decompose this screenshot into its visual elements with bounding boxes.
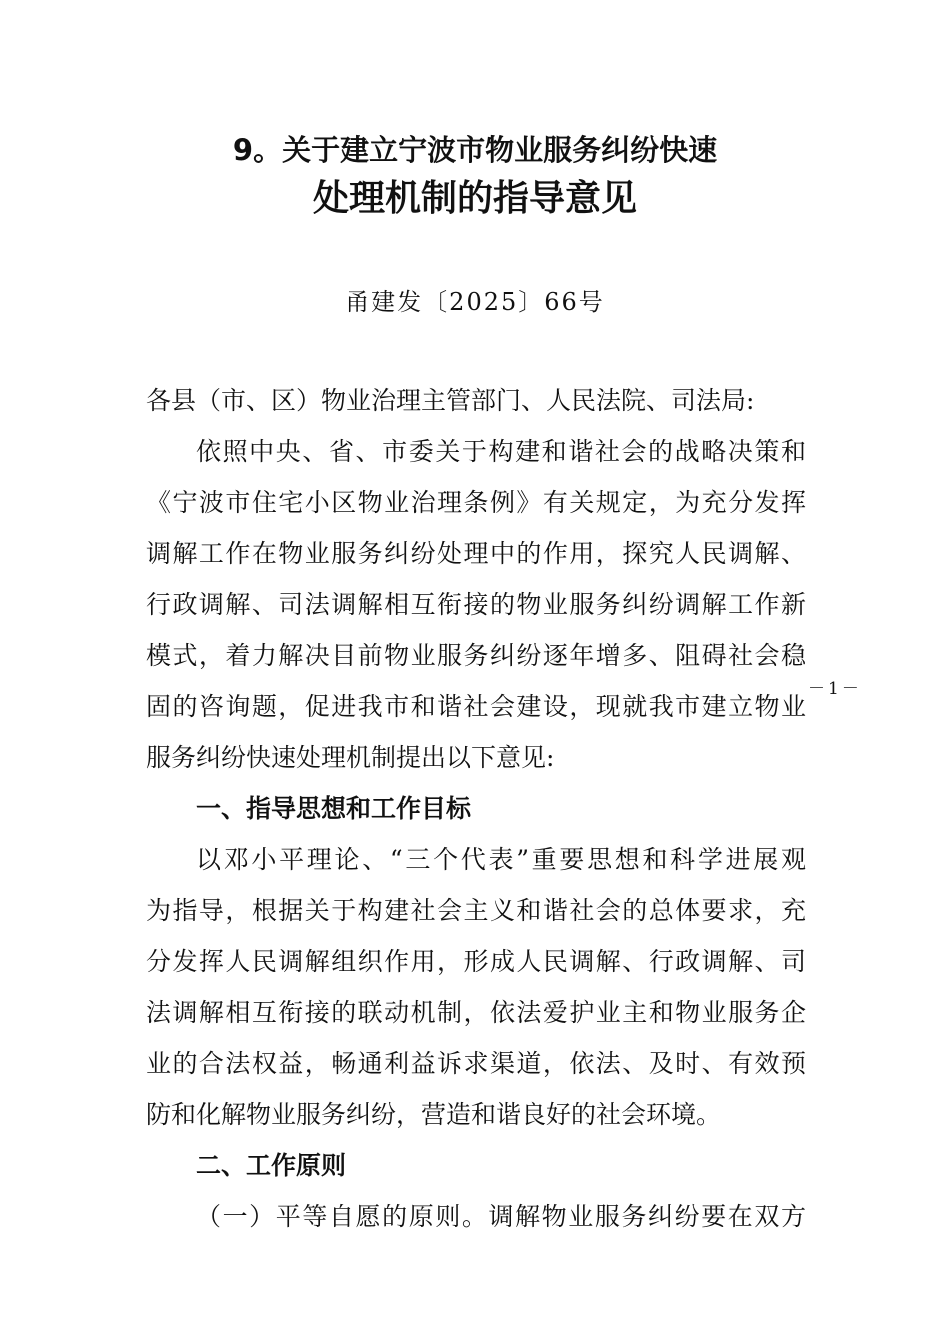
salutation-line: 各县（市、区）物业治理主管部门、人民法院、司法局: bbox=[146, 386, 755, 415]
body-line: 行政调解、司法调解相互衔接的物业服务纠纷调解工作新 bbox=[146, 590, 806, 619]
document-number: 甬建发〔2025〕66号 bbox=[345, 288, 605, 316]
body-line: 法调解相互衔接的联动机制，依法爱护业主和物业服务企 bbox=[146, 998, 806, 1027]
body-line: 服务纠纷快速处理机制提出以下意见: bbox=[146, 743, 555, 772]
document-body bbox=[146, 382, 806, 1249]
body-line: 为指导，根据关于构建社会主义和谐社会的总体要求，充 bbox=[146, 896, 806, 925]
body-line: 分发挥人民调解组织作用，形成人民调解、行政调解、司 bbox=[146, 947, 806, 976]
body-line: （一）平等自愿的原则。调解物业服务纠纷要在双方 bbox=[196, 1202, 806, 1231]
body-line: 调解工作在物业服务纠纷处理中的作用，探究人民调解、 bbox=[146, 539, 806, 568]
body-line: 防和化解物业服务纠纷，营造和谐良好的社会环境。 bbox=[146, 1100, 722, 1129]
document-title-line-1: 9。关于建立宁波市物业服务纠纷快速 bbox=[232, 133, 718, 167]
section-heading: 一、指导思想和工作目标 bbox=[196, 794, 472, 823]
body-line: 《宁波市住宅小区物业治理条例》有关规定，为充分发挥 bbox=[146, 488, 806, 517]
body-line: 依照中央、省、市委关于构建和谐社会的战略决策和 bbox=[196, 437, 806, 466]
page-number: －1－ bbox=[808, 679, 862, 699]
body-line: 以邓小平理论、“三个代表”重要思想和科学进展观 bbox=[196, 845, 806, 874]
section-heading: 二、工作原则 bbox=[196, 1151, 347, 1180]
body-line: 固的咨询题，促进我市和谐社会建设，现就我市建立物业 bbox=[146, 692, 806, 721]
body-line: 业的合法权益，畅通利益诉求渠道，依法、及时、有效预 bbox=[146, 1049, 806, 1078]
body-line: 模式，着力解决目前物业服务纠纷逐年增多、阻碍社会稳 bbox=[146, 641, 806, 670]
document-title-line-2: 处理机制的指导意见 bbox=[312, 178, 637, 219]
